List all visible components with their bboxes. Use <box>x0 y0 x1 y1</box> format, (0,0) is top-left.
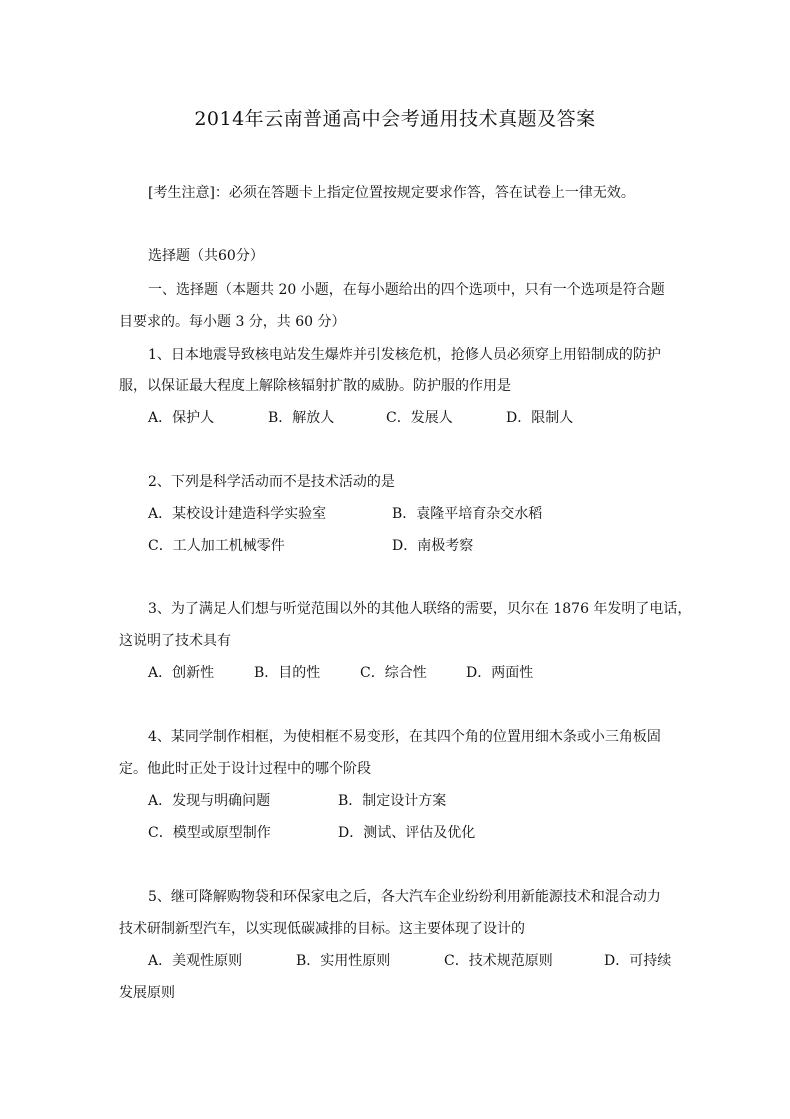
exam-notice: [考生注意]：必须在答题卡上指定位置按规定要求作答，答在试卷上一律无效。 <box>148 185 635 201</box>
question-stem: 1、日本地震导致核电站发生爆炸并引发核危机，抢修人员必须穿上用铅制成的防护 <box>148 347 661 363</box>
option-d: D．两面性 <box>466 665 534 681</box>
question-stem-cont: 服，以保证最大程度上解除核辐射扩散的威胁。防护服的作用是 <box>119 378 511 394</box>
question-stem-cont: 定。他此时正处于设计过程中的哪个阶段 <box>119 761 371 777</box>
option-c: C．工人加工机械零件 <box>148 538 285 554</box>
option-c: C．综合性 <box>360 665 427 681</box>
option-d-cont: 发展原则 <box>119 985 175 1001</box>
option-b: B．实用性原则 <box>296 953 391 969</box>
option-c: C．技术规范原则 <box>444 953 553 969</box>
option-b: B．制定设计方案 <box>338 793 447 809</box>
option-d: D．测试、评估及优化 <box>338 825 476 841</box>
question-stem: 3、为了满足人们想与听觉范围以外的其他人联络的需要，贝尔在 1876 年发明了电话， <box>148 601 692 617</box>
option-a: A．美观性原则 <box>148 953 243 969</box>
option-d: D．南极考察 <box>392 538 474 554</box>
option-b: B．袁隆平培育杂交水稻 <box>392 506 543 522</box>
question-stem-cont: 技术研制新型汽车，以实现低碳减排的目标。这主要体现了设计的 <box>119 921 525 937</box>
section-title: 选择题（共60分） <box>148 248 264 264</box>
question-stem-cont: 这说明了技术具有 <box>119 633 231 649</box>
option-c: C．发展人 <box>386 410 453 426</box>
option-d: D．可持续 <box>604 953 672 969</box>
option-d: D．限制人 <box>506 410 574 426</box>
option-a: A．创新性 <box>148 665 215 681</box>
question-stem: 5、继可降解购物袋和环保家电之后，各大汽车企业纷纷利用新能源技术和混合动力 <box>148 889 661 905</box>
question-stem: 2、下列是科学活动而不是技术活动的是 <box>148 474 395 490</box>
option-a: A．保护人 <box>148 410 215 426</box>
option-b: B．目的性 <box>254 665 321 681</box>
option-b: B．解放人 <box>268 410 335 426</box>
instructions-line-1: 一、选择题（本题共 20 小题，在每小题给出的四个选项中，只有一个选项是符合题 <box>148 282 665 298</box>
option-a: A．某校设计建造科学实验室 <box>148 506 327 522</box>
instructions-line-2: 目要求的。每小题 3 分，共 60 分） <box>119 314 346 330</box>
option-a: A．发现与明确问题 <box>148 793 271 809</box>
page-title: 2014年云南普通高中会考通用技术真题及答案 <box>194 108 596 130</box>
option-c: C．模型或原型制作 <box>148 825 271 841</box>
question-stem: 4、某同学制作相框，为使相框不易变形，在其四个角的位置用细木条或小三角板固 <box>148 729 661 745</box>
